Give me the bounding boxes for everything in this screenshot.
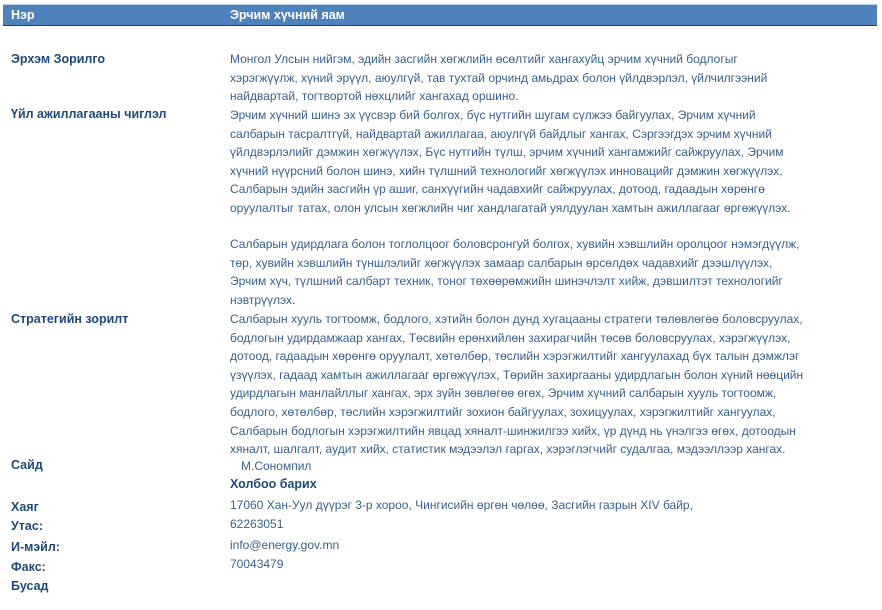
activity-label: Үйл ажиллагааны чиглэл: [11, 107, 167, 121]
header-ministry-title: Эрчим хүчний яам: [230, 8, 345, 22]
fax-label: Факс:: [11, 560, 46, 574]
strategy-line: Салбарын бодлогын хэрэгжилтийн явцад хяналт-шинжилгээ хийх, үр дүнд нь үнэлгээ өгөх, дотоодын: [230, 423, 796, 438]
contact-heading: Холбоо барих: [230, 477, 317, 491]
activity-text: [230, 106, 870, 218]
email-label: И-мэйл:: [11, 540, 60, 554]
strategy-line: удирдлагын манлайллыг хангах, эрх зүйн зөвлөгөө өгөх, Эрчим хүчний салбарын хууль тогтоомж,: [230, 386, 777, 401]
minister-name: М.Сономпил: [241, 459, 312, 473]
strategy-line: бодлого, хөтөлбөр, төслийн хэрэгжилтийг зохион байгуулах, зохицуулах, хэрэгжилтийг хангуулах,: [230, 404, 776, 419]
table-header: [3, 4, 877, 26]
phone-value: 62263051: [230, 517, 284, 531]
phone-label: Утас:: [11, 519, 43, 533]
strategy-line: үзүүлэх, гадаад хамтын ажиллагааг өргөжүүлэх, Төрийн захиргааны удирдлагын болон хүний нөөцийн: [230, 367, 804, 382]
mission-label: Эрхэм Зорилго: [11, 52, 106, 66]
header-name-column: Нэр: [11, 8, 35, 22]
activity-line: хүчний нүүрсний болон шинэ, хийн түлшний технологийг хөгжүүлэх инновацийг дэмжин хөгжүүлэх,: [230, 163, 783, 178]
activity-line: төр, хувийн хэвшлийн түншлэлийг хөгжүүлэх замаар салбарын өрсөлдөх чадавхийг дээшлүүлэх,: [230, 255, 773, 270]
minister-label: Сайд: [11, 458, 43, 472]
activity-line: үйлдвэрлэлийг дэмжин хөгжүүлэх, Бүс нутгийн түлш, эрчим хүчний хангамжийг сайжруулах, Эрчим: [230, 145, 784, 160]
strategy-line: бодлогын удирдамжаар хангах, Төсвийн ерөнхийлөн захирагчийн төсөв боловсруулах, хэрэгжүүлэх,: [230, 330, 791, 345]
activity-line: Салбарын эдийн засгийн үр ашиг, санхүүгийн чадавхийг сайжруулах, дотоод, гадаадын хөрөнгө: [230, 182, 765, 197]
activity-line: нэвтрүүлэх.: [230, 292, 296, 307]
strategy-label: Стратегийн зорилт: [11, 312, 129, 326]
mission-line: хэрэгжүүлж, хүний эрүүл, аюулгүй, тав тухтай орчинд амьдрах болон үйлдвэрлэл, үйлчилгээний: [230, 70, 768, 85]
mission-line: Монгол Улсын нийгэм, эдийн засгийн хөгжлийн өсөлтийг хангахуйц эрчим хүчний бодлогыг: [230, 52, 738, 66]
strategy-line: Салбарын хууль тогтоомж, бодлого, хэтийн болон дунд хугацааны стратеги төлөвлөгөө боловсруулах,: [230, 312, 803, 326]
address-value: 17060 Хан-Уул дүүрэг 3-р хороо, Чингисийн өргөн чөлөө, Засгийн газрын XIV байр,: [230, 498, 693, 512]
activity-line: Эрчим хүч, түлшний салбарт техник, тоног төхөөрөмжийн шинэчлэлт хийж, дэвшилтэт технологийг: [230, 274, 783, 289]
strategy-line: хяналт, шалгалт, аудит хийх, статистик мэдээлэл гаргах, хэрэглэгчийг судалгаа, мэдээллээр хангах.: [230, 442, 786, 457]
activity-line: оруулалтыг татах, олон улсын хөгжлийн чиг хандлагатай уялдуулан хамтын ажиллагааг өргөжүүлэх.: [230, 200, 791, 215]
activity-line: Эрчим хүчний шинэ эх үүсвэр бий болгох, бүс нутгийн шугам сүлжээ байгуулах, Эрчим хүчний: [230, 108, 756, 122]
activity-line: салбарын тасралтгүй, найдвартай ажиллагаа, аюулгүй байдлыг хангах, Сэргээгдэх эрчим хүчний: [230, 126, 772, 141]
strategy-text: [230, 310, 870, 459]
activity-text-2: [230, 235, 870, 309]
address-label: Хаяг: [11, 500, 39, 514]
other-label: Бусад: [11, 579, 49, 593]
mission-line: найдвартай, тогтвортой нөхцлийг хангахад оршино.: [230, 89, 519, 104]
strategy-line: дотоод, гадаадын хөрөнгө оруулалт, хөтөлбөр, төслийн хэрэгжилтийг хангуулахад бүх талын дэмжлэг: [230, 349, 800, 364]
mission-text: [230, 50, 870, 106]
email-link[interactable]: info@energy.gov.mn: [230, 538, 340, 552]
fax-value: 70043479: [230, 557, 284, 571]
activity-line: Салбарын удирдлага болон тоглолцоог боловсронгуй болгох, хувийн хэвшлийн оролцоог нэмэгдүүлж,: [230, 237, 800, 251]
